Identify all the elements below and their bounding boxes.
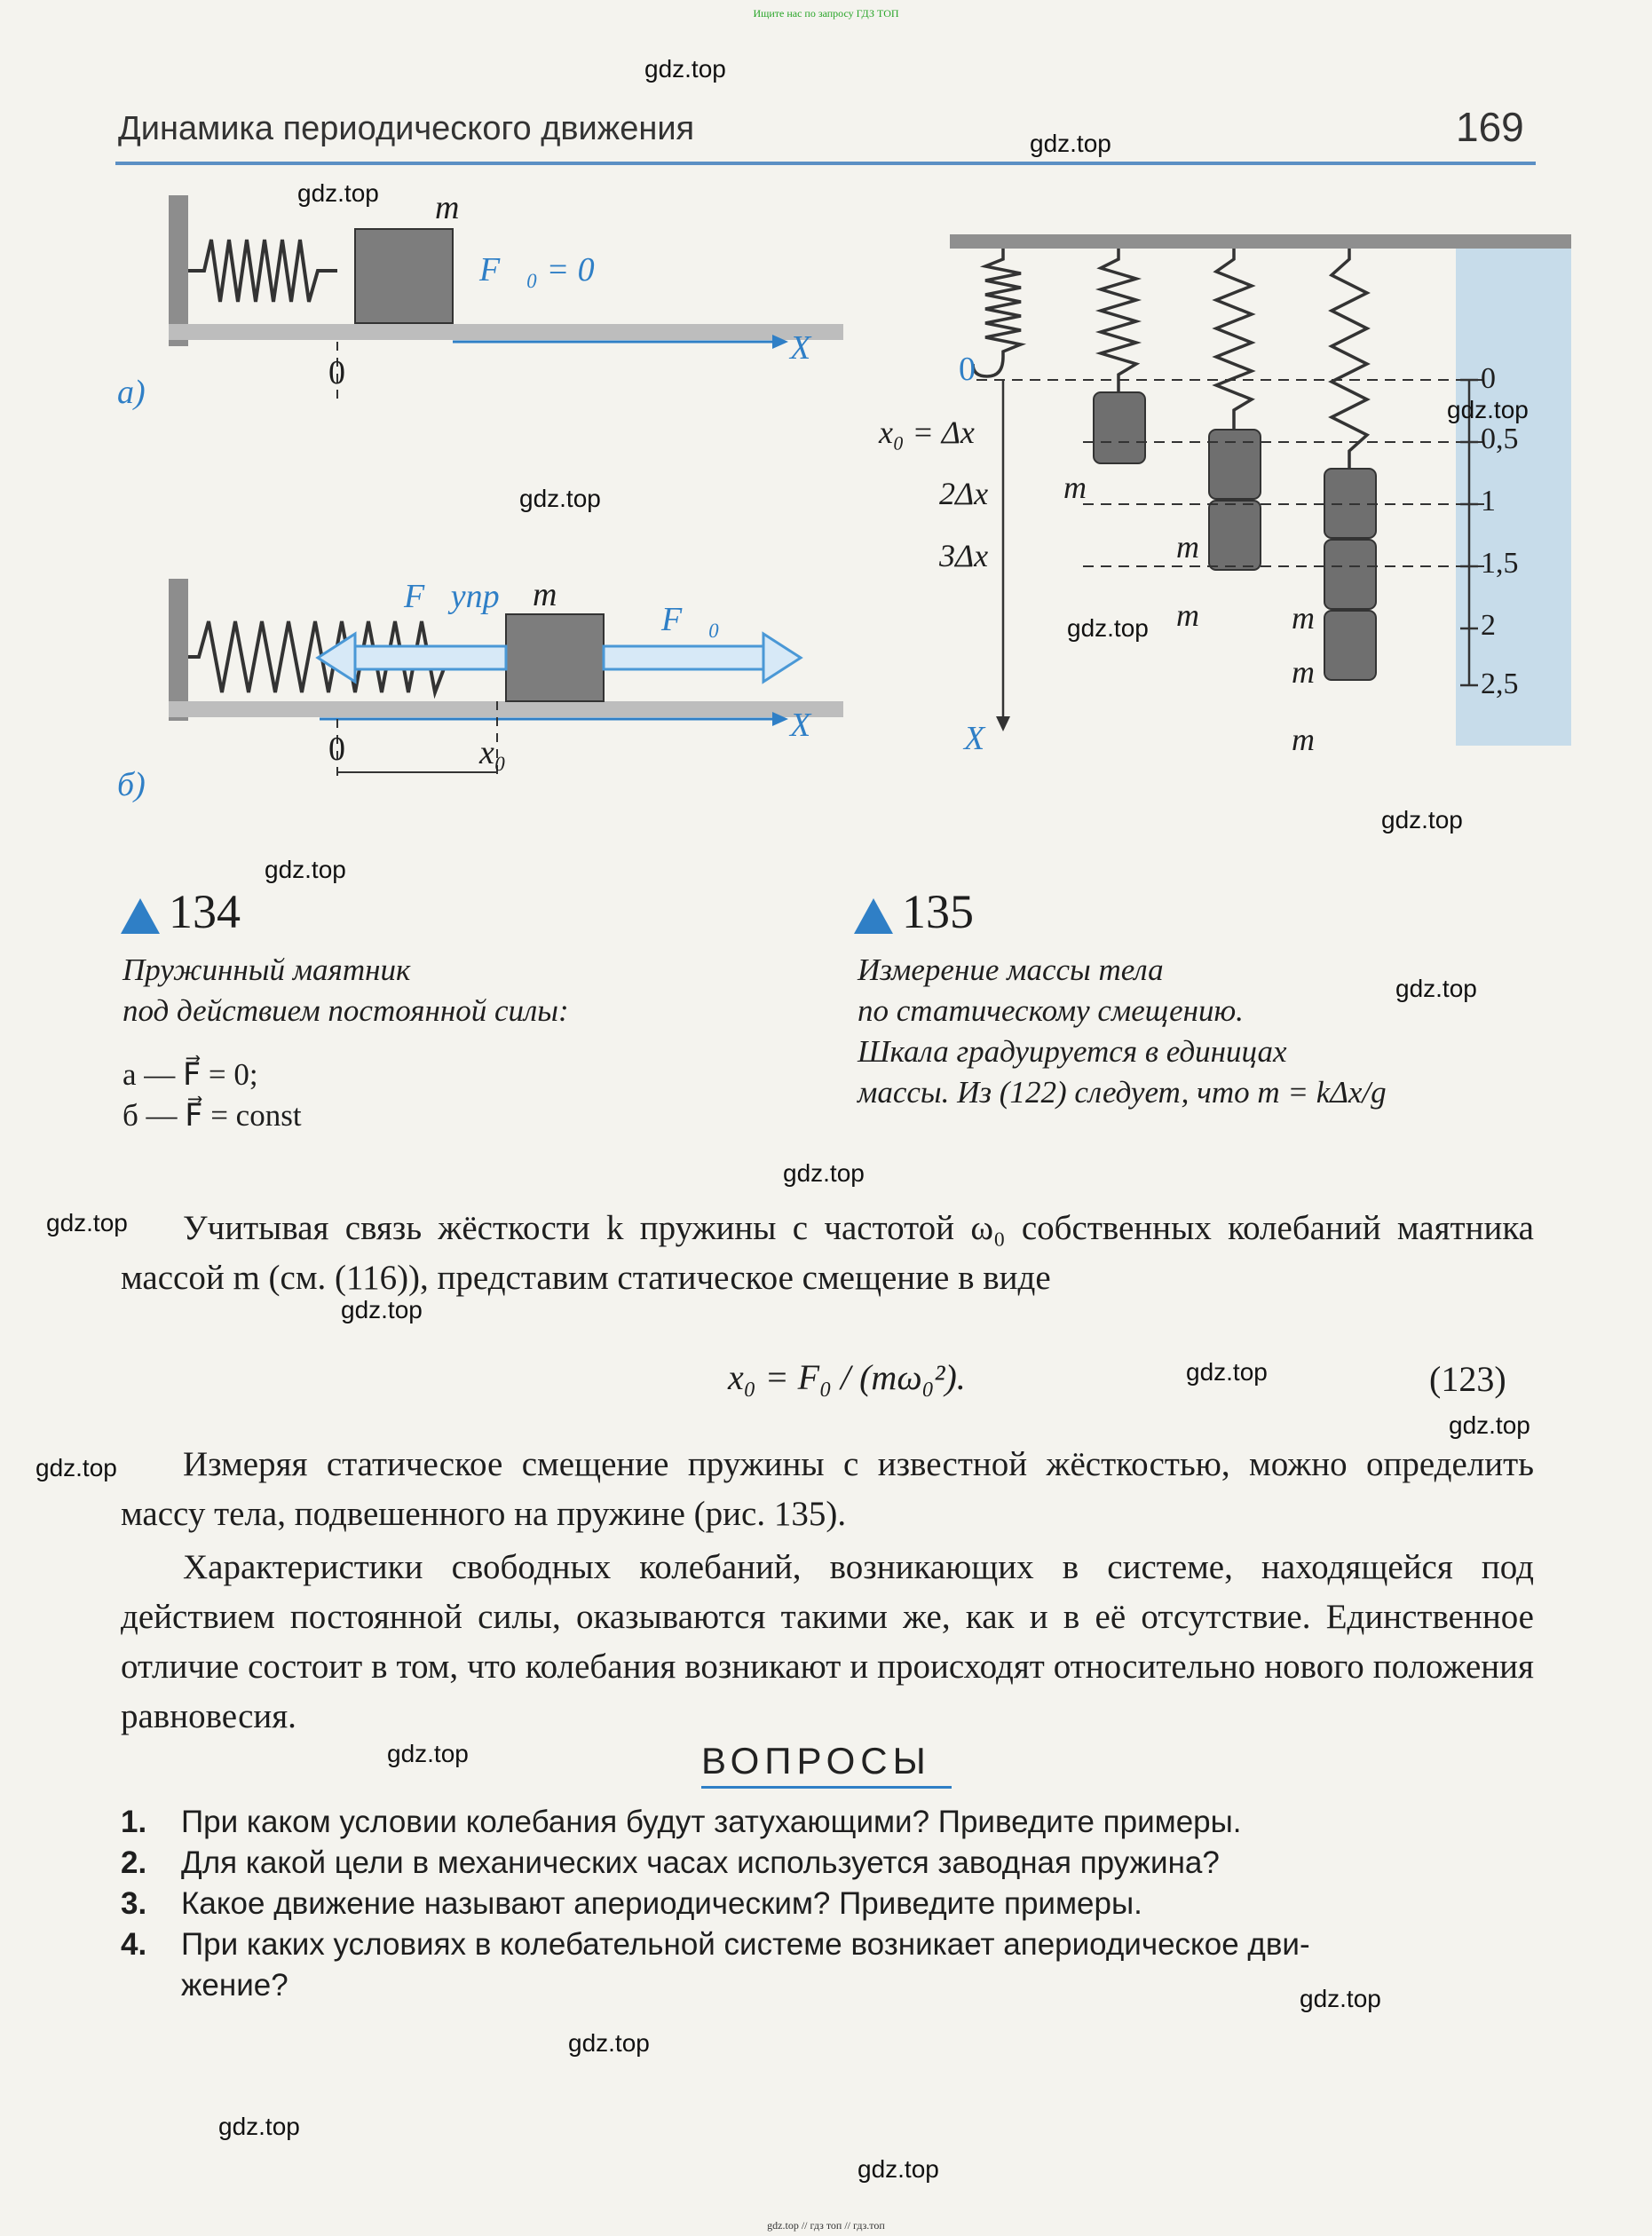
- question-number: 4.: [121, 1927, 147, 1962]
- question-number: 3.: [121, 1886, 147, 1921]
- watermark: gdz.top: [783, 1159, 865, 1187]
- scale-label-1-5: 1,5: [1481, 547, 1519, 580]
- watermark: gdz.top: [36, 1454, 117, 1481]
- fig-134-caption: [123, 950, 569, 1136]
- zero-label-a: 0: [328, 354, 345, 391]
- watermark: gdz.top: [519, 485, 601, 512]
- force-f0-arrow-head: [763, 634, 801, 682]
- floor-a: [169, 324, 843, 340]
- scale-label-2: 2: [1481, 609, 1496, 642]
- question-number: 2.: [121, 1845, 147, 1880]
- watermark: gdz.top: [341, 1296, 423, 1323]
- fig-135-caption-line: Шкала градуируется в единицах: [858, 1034, 1287, 1069]
- spring-2: [1101, 249, 1136, 392]
- header-title: Динамика периодического движения: [118, 110, 695, 147]
- question-2: [121, 1843, 1541, 1884]
- hook-1: [973, 357, 1003, 376]
- equation-123: x₀ = F₀ / (mω₀²).: [728, 1357, 966, 1397]
- question-4: [121, 1924, 1541, 1965]
- question-text: При каких условиях в колебательной системе возникает апериодическое дви-: [181, 1927, 1310, 1962]
- block-a: [355, 229, 453, 323]
- weight-3-2: [1209, 501, 1261, 570]
- scale-label-0: 0: [1481, 362, 1496, 395]
- header-rule: [115, 162, 1536, 165]
- paragraph-1: Учитывая связь жёсткости k пружины с частотой ω₀ собственных колебаний маятника массой m (см. (116)), представим статическое смещение в виде: [121, 1209, 1534, 1297]
- fig-135-triangle-icon: [854, 898, 893, 934]
- watermark: gdz.top: [1067, 614, 1149, 642]
- equation-number: (123): [1429, 1359, 1506, 1399]
- spring-4: [1332, 249, 1367, 469]
- weight-4-2: [1324, 540, 1376, 609]
- question-1: [121, 1802, 1541, 1843]
- fig-134-case-b: б — F⃗ = const: [123, 1098, 302, 1133]
- question-3: [121, 1884, 1541, 1924]
- fig-134-number: 134: [169, 885, 241, 938]
- watermark: gdz.top: [1395, 975, 1477, 1002]
- fig-135-number: 135: [902, 885, 974, 938]
- watermark: gdz.top: [297, 179, 379, 207]
- scale-label-1: 1: [1481, 485, 1496, 518]
- watermark: gdz.top: [46, 1209, 128, 1237]
- question-text: жение?: [181, 1968, 289, 2003]
- watermark: gdz.top: [1300, 1985, 1381, 2012]
- watermark: gdz.top: [265, 856, 346, 883]
- force-f0-label-b: F⃗₀: [661, 601, 720, 638]
- questions-rule: [701, 1786, 952, 1789]
- zero-label-135: 0: [959, 351, 976, 388]
- scale-label-0-5: 0,5: [1481, 423, 1519, 455]
- mass-label-135-5: m: [1292, 654, 1315, 690]
- fig-135-caption: [858, 950, 1387, 1113]
- weight-3-1: [1209, 430, 1261, 499]
- force-upr-label: F⃗упр: [404, 578, 500, 615]
- two-dx-label: 2Δx: [939, 476, 989, 511]
- question-text: При каком условии колебания будут затухающими? Приведите примеры.: [181, 1805, 1242, 1839]
- paragraph-3: Характеристики свободных колебаний, возникающих в системе, находящейся под действием постоянной силы, оказываются такими же, как и в её отсутствие. Единственное отличие состоит в том, что колебания возникают и происходят относительно нового положения равновесия.: [121, 1548, 1534, 1735]
- watermark: gdz.top: [1186, 1358, 1268, 1386]
- fig-135-caption-line: Измерение массы тела: [858, 952, 1164, 987]
- questions-title: ВОПРОСЫ: [701, 1740, 931, 1782]
- zero-label-b: 0: [328, 731, 345, 768]
- watermark: gdz.top: [218, 2113, 300, 2140]
- fig-134-triangle-icon: [121, 898, 160, 934]
- weight-2-1: [1094, 392, 1145, 463]
- x-label-b: X: [790, 707, 811, 744]
- force-label-a: F⃗₀ = 0: [479, 251, 595, 288]
- fig-135-caption-line: массы. Из (122) следует, что m = kΔx/g: [858, 1075, 1387, 1110]
- mass-label-135-1: m: [1063, 470, 1087, 505]
- bottom-banner: gdz.top // гдз топ // гдз.топ: [767, 2219, 885, 2232]
- wall-a: [169, 195, 188, 346]
- x-axis-arrow-135: [996, 716, 1010, 731]
- watermark: gdz.top: [644, 55, 726, 83]
- question-text: Для какой цели в механических часах используется заводная пружина?: [181, 1845, 1220, 1880]
- watermark: gdz.top: [568, 2029, 650, 2057]
- weight-4-3: [1324, 611, 1376, 680]
- spring-1: [985, 249, 1021, 357]
- x-label-135: X: [964, 720, 985, 757]
- floor-b: [169, 701, 843, 717]
- spring-a: [188, 240, 337, 302]
- block-b: [506, 614, 604, 701]
- mass-label-135-3: m: [1176, 597, 1199, 633]
- tag-a: а): [117, 374, 146, 411]
- ceiling-bar: [950, 234, 1571, 249]
- fig-134-case-a: а — F⃗ = 0;: [123, 1057, 258, 1092]
- fig-134-caption-line: Пружинный маятник: [123, 952, 411, 987]
- fig-134-caption-line: под действием постоянной силы:: [123, 993, 569, 1028]
- top-banner: Ищите нас по запросу ГДЗ ТОП: [753, 7, 899, 20]
- figure-134a: [160, 186, 870, 399]
- question-number: 1.: [121, 1805, 147, 1839]
- watermark: gdz.top: [387, 1740, 469, 1767]
- mass-label-135-4: m: [1292, 600, 1315, 636]
- figure-134b: [160, 568, 870, 790]
- fig-135-caption-line: по статическому смещению.: [858, 993, 1244, 1028]
- mass-label-a: m: [435, 189, 460, 226]
- watermark: gdz.top: [858, 2155, 939, 2183]
- x0-label-135: x₀ = Δx: [879, 415, 975, 450]
- spring-3: [1216, 249, 1252, 430]
- mass-label-b: m: [533, 576, 557, 613]
- mass-label-135-6: m: [1292, 722, 1315, 757]
- wall-b: [169, 579, 188, 721]
- page-number: 169: [1456, 104, 1524, 150]
- three-dx-label: 3Δx: [939, 538, 989, 573]
- x-label-a: X: [790, 329, 811, 367]
- force-f0-arrow-body: [604, 646, 763, 669]
- scale-label-2-5: 2,5: [1481, 668, 1519, 700]
- mass-label-135-2: m: [1176, 529, 1199, 565]
- watermark: gdz.top: [1030, 130, 1111, 157]
- watermark: gdz.top: [1447, 396, 1529, 423]
- watermark: gdz.top: [1449, 1411, 1530, 1439]
- force-upr-arrow-body: [355, 646, 506, 669]
- question-text: Какое движение называют апериодическим? Приведите примеры.: [181, 1886, 1142, 1921]
- x0-label-b: x₀: [479, 734, 507, 771]
- watermark: gdz.top: [1381, 806, 1463, 834]
- paragraph-2: Измеряя статическое смещение пружины с известной жёсткостью, можно определить массу тела, подвешенного на пружине (рис. 135).: [121, 1445, 1534, 1533]
- tag-b: б): [117, 766, 146, 803]
